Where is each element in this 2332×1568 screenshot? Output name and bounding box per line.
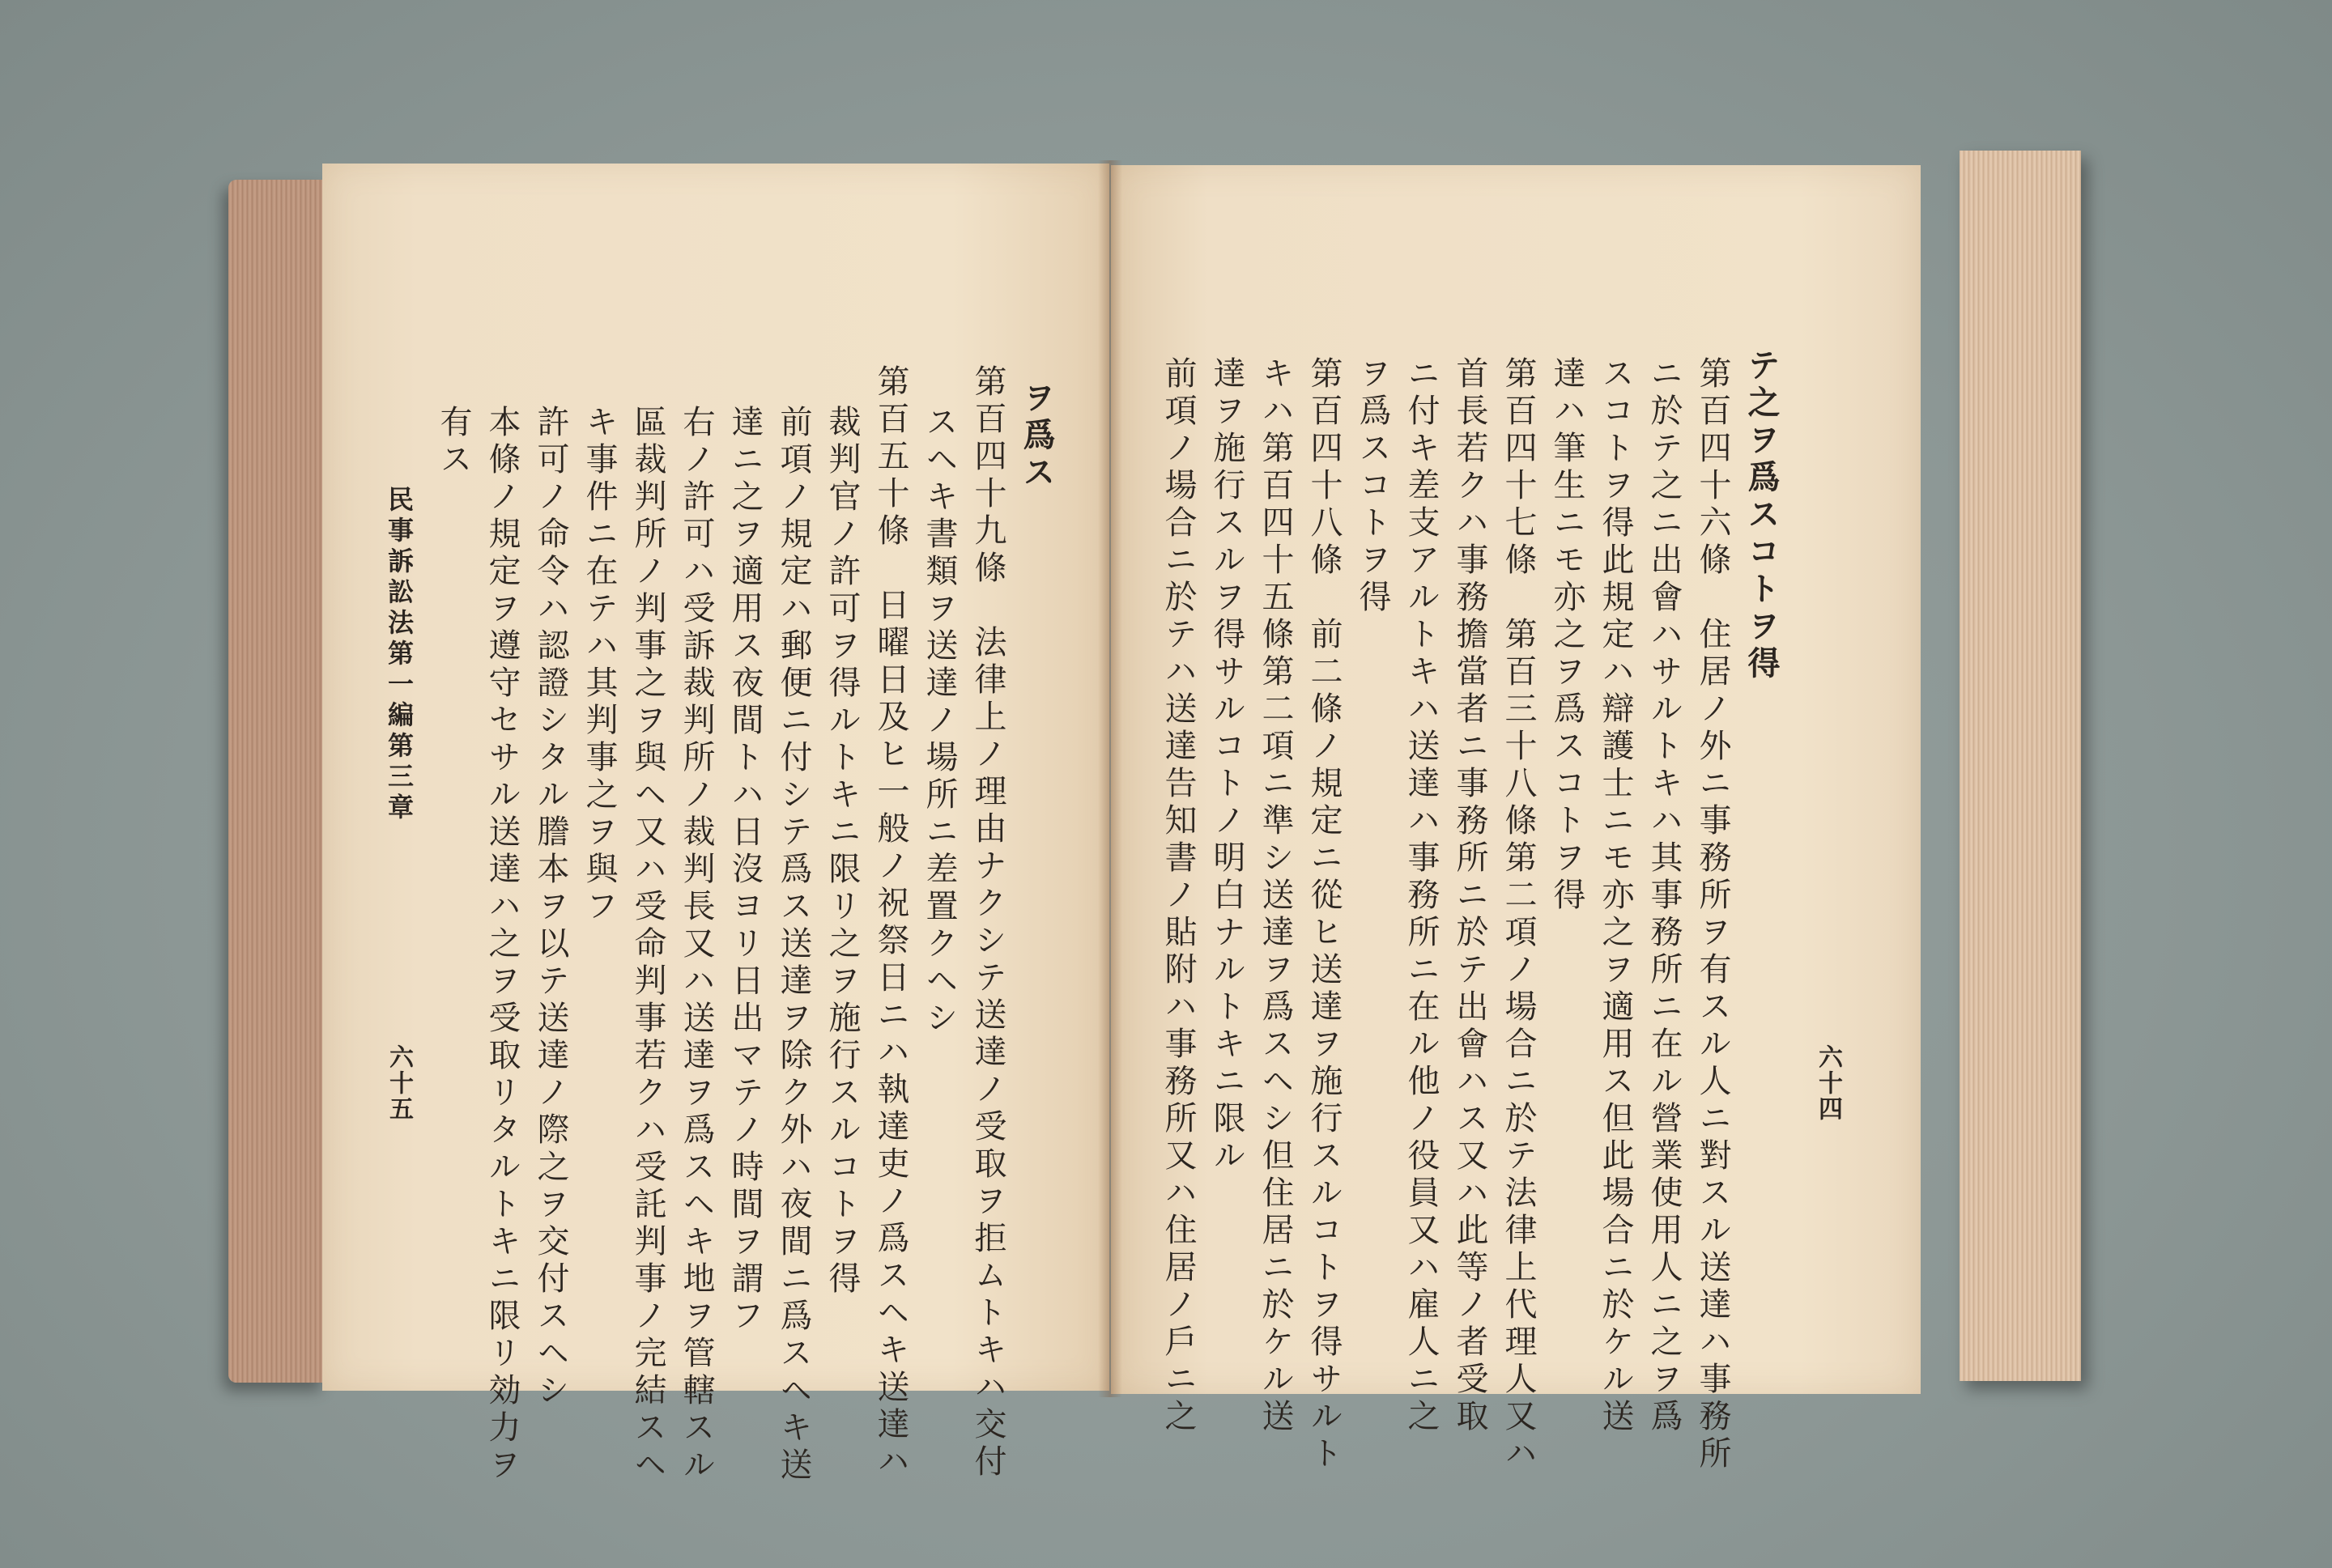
left-col-9: 區裁判所ノ判事之ヲ與ヘ又ハ受命判事若クハ受託判事ノ完結スヘ: [629, 405, 666, 1485]
book-gutter: [1098, 160, 1122, 1397]
right-col-1: テ之ヲ爲スコトヲ得: [1743, 348, 1781, 683]
left-col-12: 本條ノ規定ヲ遵守セサル送達ハ之ヲ受取リタルトキニ限リ効力ヲ: [483, 405, 521, 1485]
right-page-number: 六十四: [1814, 1044, 1842, 1122]
book-edge-left: [228, 180, 326, 1383]
right-col-4: スコトヲ得此規定ハ辯護士ニモ亦之ヲ適用ス但此場合ニ於ケル送: [1597, 356, 1634, 1436]
right-col-5: 達ハ筆生ニモ亦之ヲ爲スコトヲ得: [1548, 356, 1585, 915]
left-col-7: 達ニ之ヲ適用ス夜間トハ日沒ヨリ日出マテノ時間ヲ謂フ: [726, 405, 764, 1336]
left-col-2: 第百四十九條 法律上ノ理由ナクシテ送達ノ受取ヲ拒ムトキハ交付: [969, 364, 1006, 1481]
right-col-10: 第百四十八條 前二條ノ規定ニ從ヒ送達ヲ施行スルコトヲ得サルト: [1305, 356, 1343, 1473]
left-col-5: 裁判官ノ許可ヲ得ルトキニ限リ之ヲ施行スルコトヲ得: [823, 405, 861, 1298]
left-col-13: 有ス: [435, 405, 472, 479]
right-col-9: ヲ爲スコトヲ得: [1354, 356, 1391, 617]
right-col-6: 第百四十七條 第百三十八條第二項ノ場合ニ於テ法律上代理人又ハ: [1500, 356, 1537, 1473]
left-page-number: 六十五: [385, 1044, 413, 1122]
right-col-2: 第百四十六條 住居ノ外ニ事務所ヲ有スル人ニ對スル送達ハ事務所: [1694, 356, 1731, 1473]
book-edge-right: [1960, 151, 2081, 1381]
left-col-11: 許可ノ命令ハ認證シタル謄本ヲ以テ送達ノ際之ヲ交付スヘシ: [532, 405, 569, 1410]
left-col-8: 右ノ許可ハ受訴裁判所ノ裁判長又ハ送達ヲ爲スヘキ地ヲ管轄スル: [678, 405, 715, 1485]
right-col-12: 達ヲ施行スルヲ得サルコトノ明白ナルトキニ限ル: [1208, 356, 1245, 1175]
left-col-4: 第百五十條 日曜日及ヒ一般ノ祝祭日ニハ執達吏ノ爲スヘキ送達ハ: [872, 364, 909, 1481]
left-col-1: ヲ爲ス: [1018, 380, 1056, 492]
right-col-7: 首長若クハ事務擔當者ニ事務所ニ於テ出會ハス又ハ此等ノ者受取: [1451, 356, 1488, 1436]
right-col-11: キハ第百四十五條第二項ニ準シ送達ヲ爲スヘシ但住居ニ於ケル送: [1257, 356, 1294, 1436]
left-col-10: キ事件ニ在テハ其判事之ヲ與フ: [581, 405, 618, 926]
left-col-6: 前項ノ規定ハ郵便ニ付シテ爲ス送達ヲ除ク外ハ夜間ニ爲スヘキ送: [775, 405, 812, 1485]
right-col-3: ニ於テ之ニ出會ハサルトキハ其事務所ニ在ル營業使用人ニ之ヲ爲: [1645, 356, 1683, 1436]
right-col-13: 前項ノ場合ニ於テハ送達告知書ノ貼附ハ事務所又ハ住居ノ戶ニ之: [1160, 356, 1197, 1436]
left-col-3: スヘキ書類ヲ送達ノ場所ニ差置クヘシ: [921, 405, 958, 1038]
running-head: 民事訴訟法第一編第三章: [384, 486, 415, 824]
right-col-8: ニ付キ差支アルトキハ送達ハ事務所ニ在ル他ノ役員又ハ雇人ニ之: [1402, 356, 1440, 1436]
